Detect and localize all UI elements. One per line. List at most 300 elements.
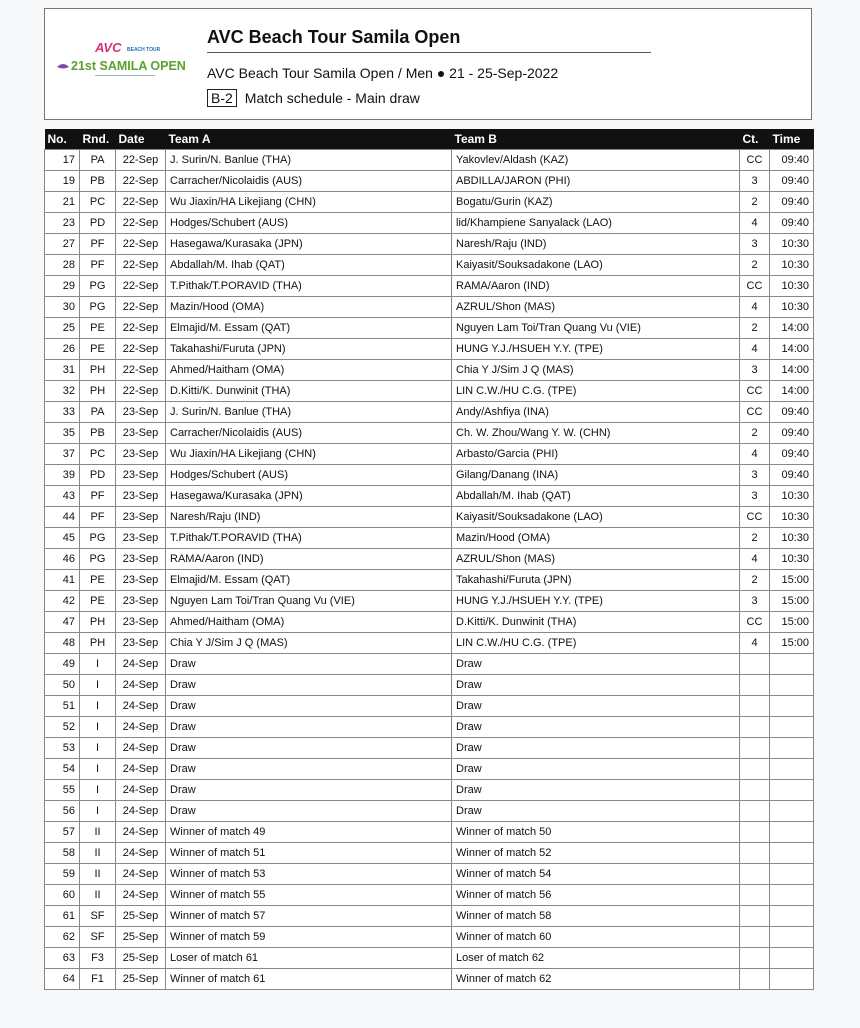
time-cell: [770, 969, 814, 990]
match-number-cell: 62: [45, 927, 80, 948]
match-number-cell: 28: [45, 255, 80, 276]
match-number-cell: 48: [45, 633, 80, 654]
round-cell: I: [80, 675, 116, 696]
round-cell: PD: [80, 213, 116, 234]
match-number-cell: 50: [45, 675, 80, 696]
round-cell: PB: [80, 423, 116, 444]
court-cell: [740, 969, 770, 990]
date-cell: 22-Sep: [116, 360, 166, 381]
team-b-cell: Gilang/Danang (INA): [452, 465, 740, 486]
court-cell: [740, 822, 770, 843]
round-cell: PG: [80, 528, 116, 549]
team-a-cell: Draw: [166, 654, 452, 675]
team-b-cell: Draw: [452, 780, 740, 801]
team-a-cell: Draw: [166, 675, 452, 696]
team-b-cell: D.Kitti/K. Dunwinit (THA): [452, 612, 740, 633]
table-row: [45, 570, 814, 591]
date-cell: 23-Sep: [116, 444, 166, 465]
team-b-cell: Winner of match 50: [452, 822, 740, 843]
team-b-cell: AZRUL/Shon (MAS): [452, 297, 740, 318]
match-number-cell: 26: [45, 339, 80, 360]
round-cell: I: [80, 759, 116, 780]
team-a-cell: RAMA/Aaron (IND): [166, 549, 452, 570]
court-cell: 4: [740, 633, 770, 654]
court-cell: [740, 885, 770, 906]
table-row: [45, 843, 814, 864]
team-a-cell: Elmajid/M. Essam (QAT): [166, 318, 452, 339]
round-cell: II: [80, 864, 116, 885]
time-cell: 09:40: [770, 171, 814, 192]
court-cell: 4: [740, 213, 770, 234]
date-cell: 24-Sep: [116, 759, 166, 780]
table-row: [45, 549, 814, 570]
date-cell: 24-Sep: [116, 822, 166, 843]
team-a-cell: Draw: [166, 696, 452, 717]
round-cell: PG: [80, 549, 116, 570]
match-schedule-table: [44, 129, 814, 990]
court-cell: 4: [740, 549, 770, 570]
team-b-cell: Winner of match 56: [452, 885, 740, 906]
event-logo: [55, 37, 195, 87]
court-cell: 2: [740, 255, 770, 276]
round-cell: PA: [80, 402, 116, 423]
table-row: [45, 402, 814, 423]
court-cell: 3: [740, 591, 770, 612]
time-cell: 10:30: [770, 276, 814, 297]
team-b-cell: Nguyen Lam Toi/Tran Quang Vu (VIE): [452, 318, 740, 339]
time-cell: [770, 885, 814, 906]
table-row: [45, 633, 814, 654]
logo-divider: [95, 75, 155, 76]
round-cell: F3: [80, 948, 116, 969]
date-cell: 22-Sep: [116, 381, 166, 402]
date-cell: 22-Sep: [116, 276, 166, 297]
team-b-cell: Naresh/Raju (IND): [452, 234, 740, 255]
time-cell: 10:30: [770, 297, 814, 318]
table-row: [45, 507, 814, 528]
time-cell: 14:00: [770, 318, 814, 339]
team-a-cell: Draw: [166, 759, 452, 780]
match-number-cell: 49: [45, 654, 80, 675]
table-row: [45, 780, 814, 801]
team-b-cell: Kaiyasit/Souksadakone (LAO): [452, 255, 740, 276]
team-a-cell: Hodges/Schubert (AUS): [166, 465, 452, 486]
time-cell: [770, 927, 814, 948]
time-cell: 09:40: [770, 444, 814, 465]
date-cell: 25-Sep: [116, 927, 166, 948]
match-number-cell: 45: [45, 528, 80, 549]
team-b-cell: Winner of match 52: [452, 843, 740, 864]
court-cell: CC: [740, 150, 770, 171]
team-a-cell: Winner of match 53: [166, 864, 452, 885]
match-number-cell: 19: [45, 171, 80, 192]
header-box: [44, 8, 812, 120]
team-a-cell: Winner of match 59: [166, 927, 452, 948]
table-row: [45, 234, 814, 255]
court-cell: 4: [740, 339, 770, 360]
court-cell: 3: [740, 486, 770, 507]
table-row: [45, 276, 814, 297]
team-b-cell: Andy/Ashfiya (INA): [452, 402, 740, 423]
match-number-cell: 61: [45, 906, 80, 927]
match-number-cell: 55: [45, 780, 80, 801]
match-number-cell: 46: [45, 549, 80, 570]
time-cell: [770, 675, 814, 696]
date-cell: 22-Sep: [116, 192, 166, 213]
team-b-cell: LIN C.W./HU C.G. (TPE): [452, 381, 740, 402]
round-cell: PE: [80, 339, 116, 360]
date-cell: 25-Sep: [116, 906, 166, 927]
court-cell: [740, 864, 770, 885]
team-a-cell: Wu Jiaxin/HA Likejiang (CHN): [166, 192, 452, 213]
court-cell: [740, 675, 770, 696]
court-cell: 3: [740, 234, 770, 255]
match-number-cell: 39: [45, 465, 80, 486]
match-number-cell: 56: [45, 801, 80, 822]
match-number-cell: 32: [45, 381, 80, 402]
time-cell: [770, 759, 814, 780]
date-cell: 24-Sep: [116, 843, 166, 864]
table-row: [45, 591, 814, 612]
team-b-cell: Winner of match 58: [452, 906, 740, 927]
court-cell: 2: [740, 318, 770, 339]
match-number-cell: 29: [45, 276, 80, 297]
time-cell: 09:40: [770, 213, 814, 234]
round-cell: SF: [80, 906, 116, 927]
match-number-cell: 21: [45, 192, 80, 213]
team-a-cell: Carracher/Nicolaidis (AUS): [166, 171, 452, 192]
match-number-cell: 31: [45, 360, 80, 381]
team-b-cell: Chia Y J/Sim J Q (MAS): [452, 360, 740, 381]
round-cell: PH: [80, 360, 116, 381]
team-a-cell: Winner of match 57: [166, 906, 452, 927]
table-row: [45, 801, 814, 822]
team-b-cell: Draw: [452, 654, 740, 675]
match-number-cell: 47: [45, 612, 80, 633]
team-a-cell: Winner of match 55: [166, 885, 452, 906]
team-b-cell: Abdallah/M. Ihab (QAT): [452, 486, 740, 507]
table-row: [45, 885, 814, 906]
round-cell: II: [80, 885, 116, 906]
table-row: [45, 864, 814, 885]
table-row: [45, 948, 814, 969]
date-cell: 22-Sep: [116, 255, 166, 276]
time-cell: 14:00: [770, 360, 814, 381]
team-a-cell: Ahmed/Haitham (OMA): [166, 360, 452, 381]
table-row: [45, 696, 814, 717]
time-cell: 10:30: [770, 486, 814, 507]
time-cell: 10:30: [770, 234, 814, 255]
match-number-cell: 35: [45, 423, 80, 444]
date-cell: 22-Sep: [116, 234, 166, 255]
round-cell: I: [80, 738, 116, 759]
time-cell: [770, 843, 814, 864]
team-a-cell: Chia Y J/Sim J Q (MAS): [166, 633, 452, 654]
table-header-row: [45, 129, 814, 150]
time-cell: 09:40: [770, 465, 814, 486]
date-cell: 23-Sep: [116, 486, 166, 507]
table-row: [45, 822, 814, 843]
team-a-cell: Winner of match 61: [166, 969, 452, 990]
court-cell: 3: [740, 465, 770, 486]
court-cell: [740, 927, 770, 948]
round-cell: SF: [80, 927, 116, 948]
date-cell: 23-Sep: [116, 549, 166, 570]
match-number-cell: 43: [45, 486, 80, 507]
column-header-time: Time: [770, 129, 814, 150]
time-cell: [770, 822, 814, 843]
team-a-cell: Draw: [166, 738, 452, 759]
date-cell: 24-Sep: [116, 696, 166, 717]
date-cell: 25-Sep: [116, 969, 166, 990]
team-a-cell: Ahmed/Haitham (OMA): [166, 612, 452, 633]
date-cell: 23-Sep: [116, 507, 166, 528]
time-cell: [770, 654, 814, 675]
table-row: [45, 423, 814, 444]
round-cell: PG: [80, 276, 116, 297]
court-cell: [740, 801, 770, 822]
time-cell: 14:00: [770, 339, 814, 360]
column-header-round: Rnd.: [80, 129, 116, 150]
court-cell: [740, 759, 770, 780]
time-cell: 15:00: [770, 591, 814, 612]
logo-tag: BEACH TOUR: [127, 47, 161, 53]
team-b-cell: AZRUL/Shon (MAS): [452, 549, 740, 570]
time-cell: 14:00: [770, 381, 814, 402]
round-cell: I: [80, 654, 116, 675]
round-cell: PG: [80, 297, 116, 318]
team-a-cell: Hasegawa/Kurasaka (JPN): [166, 234, 452, 255]
date-cell: 25-Sep: [116, 948, 166, 969]
team-b-cell: LIN C.W./HU C.G. (TPE): [452, 633, 740, 654]
team-b-cell: ABDILLA/JARON (PHI): [452, 171, 740, 192]
court-cell: 4: [740, 297, 770, 318]
table-body: [45, 150, 814, 990]
round-cell: PC: [80, 192, 116, 213]
team-b-cell: Draw: [452, 738, 740, 759]
table-row: [45, 486, 814, 507]
time-cell: [770, 948, 814, 969]
court-cell: CC: [740, 507, 770, 528]
court-cell: 2: [740, 528, 770, 549]
team-b-cell: Mazin/Hood (OMA): [452, 528, 740, 549]
team-a-cell: Draw: [166, 801, 452, 822]
table-row: [45, 528, 814, 549]
team-a-cell: Hasegawa/Kurasaka (JPN): [166, 486, 452, 507]
date-cell: 24-Sep: [116, 801, 166, 822]
time-cell: 09:40: [770, 402, 814, 423]
team-a-cell: T.Pithak/T.PORAVID (THA): [166, 528, 452, 549]
title-rule: [207, 52, 651, 53]
schedule-heading: [207, 89, 420, 107]
time-cell: [770, 738, 814, 759]
round-cell: PF: [80, 507, 116, 528]
team-b-cell: Draw: [452, 675, 740, 696]
team-a-cell: Wu Jiaxin/HA Likejiang (CHN): [166, 444, 452, 465]
date-cell: 23-Sep: [116, 612, 166, 633]
team-b-cell: Takahashi/Furuta (JPN): [452, 570, 740, 591]
court-cell: [740, 717, 770, 738]
column-header-date: Date: [116, 129, 166, 150]
round-cell: I: [80, 801, 116, 822]
date-cell: 23-Sep: [116, 591, 166, 612]
court-cell: [740, 738, 770, 759]
match-number-cell: 41: [45, 570, 80, 591]
court-cell: CC: [740, 402, 770, 423]
date-cell: 22-Sep: [116, 297, 166, 318]
match-number-cell: 17: [45, 150, 80, 171]
logo-brand: AVC: [95, 40, 122, 55]
date-cell: 22-Sep: [116, 213, 166, 234]
table-row: [45, 171, 814, 192]
table-row: [45, 318, 814, 339]
date-cell: 24-Sep: [116, 738, 166, 759]
court-cell: CC: [740, 381, 770, 402]
column-header-no: No.: [45, 129, 80, 150]
table-row: [45, 738, 814, 759]
team-a-cell: Draw: [166, 780, 452, 801]
team-a-cell: Elmajid/M. Essam (QAT): [166, 570, 452, 591]
time-cell: [770, 696, 814, 717]
round-cell: I: [80, 717, 116, 738]
match-number-cell: 53: [45, 738, 80, 759]
match-number-cell: 60: [45, 885, 80, 906]
court-cell: CC: [740, 276, 770, 297]
round-cell: PF: [80, 255, 116, 276]
table-row: [45, 339, 814, 360]
round-cell: PH: [80, 612, 116, 633]
round-cell: PC: [80, 444, 116, 465]
team-b-cell: Loser of match 62: [452, 948, 740, 969]
team-b-cell: HUNG Y.J./HSUEH Y.Y. (TPE): [452, 591, 740, 612]
match-number-cell: 25: [45, 318, 80, 339]
time-cell: 15:00: [770, 633, 814, 654]
table-row: [45, 969, 814, 990]
table-row: [45, 150, 814, 171]
team-b-cell: Draw: [452, 759, 740, 780]
round-cell: PH: [80, 381, 116, 402]
match-number-cell: 64: [45, 969, 80, 990]
team-a-cell: Naresh/Raju (IND): [166, 507, 452, 528]
event-subtitle: AVC Beach Tour Samila Open / Men ● 21 - 25-Sep-2022: [207, 65, 559, 81]
table-row: [45, 465, 814, 486]
column-header-court: Ct.: [740, 129, 770, 150]
match-number-cell: 23: [45, 213, 80, 234]
match-number-cell: 33: [45, 402, 80, 423]
date-cell: 23-Sep: [116, 465, 166, 486]
team-b-cell: Draw: [452, 801, 740, 822]
date-cell: 22-Sep: [116, 171, 166, 192]
round-cell: II: [80, 843, 116, 864]
court-cell: [740, 696, 770, 717]
time-cell: 09:40: [770, 150, 814, 171]
round-cell: PB: [80, 171, 116, 192]
round-cell: I: [80, 696, 116, 717]
table-row: [45, 612, 814, 633]
page-title: AVC Beach Tour Samila Open: [207, 27, 461, 47]
date-cell: 24-Sep: [116, 864, 166, 885]
logo-swoosh-icon: [57, 64, 69, 69]
team-b-cell: Winner of match 60: [452, 927, 740, 948]
team-b-cell: Kaiyasit/Souksadakone (LAO): [452, 507, 740, 528]
round-cell: PH: [80, 633, 116, 654]
round-cell: II: [80, 822, 116, 843]
team-a-cell: Abdallah/M. Ihab (QAT): [166, 255, 452, 276]
time-cell: [770, 780, 814, 801]
date-cell: 22-Sep: [116, 318, 166, 339]
table-row: [45, 675, 814, 696]
time-cell: [770, 717, 814, 738]
court-cell: [740, 843, 770, 864]
court-cell: [740, 948, 770, 969]
table-row: [45, 444, 814, 465]
round-cell: PE: [80, 318, 116, 339]
column-header-team-a: Team A: [166, 129, 452, 150]
team-b-cell: Winner of match 62: [452, 969, 740, 990]
court-cell: 2: [740, 570, 770, 591]
team-a-cell: Draw: [166, 717, 452, 738]
date-cell: 23-Sep: [116, 570, 166, 591]
time-cell: 10:30: [770, 549, 814, 570]
match-number-cell: 30: [45, 297, 80, 318]
table-row: [45, 759, 814, 780]
match-number-cell: 37: [45, 444, 80, 465]
team-a-cell: T.Pithak/T.PORAVID (THA): [166, 276, 452, 297]
time-cell: 09:40: [770, 192, 814, 213]
court-cell: CC: [740, 612, 770, 633]
round-cell: PF: [80, 234, 116, 255]
team-b-cell: lid/Khampiene Sanyalack (LAO): [452, 213, 740, 234]
round-cell: PD: [80, 465, 116, 486]
date-cell: 24-Sep: [116, 717, 166, 738]
match-number-cell: 54: [45, 759, 80, 780]
court-cell: 4: [740, 444, 770, 465]
date-cell: 24-Sep: [116, 885, 166, 906]
date-cell: 24-Sep: [116, 675, 166, 696]
round-cell: PE: [80, 591, 116, 612]
table-row: [45, 717, 814, 738]
schedule-label: Match schedule - Main draw: [244, 90, 420, 106]
team-b-cell: Draw: [452, 717, 740, 738]
match-number-cell: 63: [45, 948, 80, 969]
table-row: [45, 906, 814, 927]
match-number-cell: 27: [45, 234, 80, 255]
match-number-cell: 51: [45, 696, 80, 717]
team-b-cell: Winner of match 54: [452, 864, 740, 885]
table-row: [45, 381, 814, 402]
time-cell: 10:30: [770, 507, 814, 528]
court-cell: 2: [740, 192, 770, 213]
team-b-cell: Ch. W. Zhou/Wang Y. W. (CHN): [452, 423, 740, 444]
round-cell: F1: [80, 969, 116, 990]
team-b-cell: HUNG Y.J./HSUEH Y.Y. (TPE): [452, 339, 740, 360]
date-cell: 23-Sep: [116, 402, 166, 423]
team-a-cell: Loser of match 61: [166, 948, 452, 969]
team-a-cell: Takahashi/Furuta (JPN): [166, 339, 452, 360]
table-row: [45, 192, 814, 213]
table-row: [45, 213, 814, 234]
team-a-cell: Hodges/Schubert (AUS): [166, 213, 452, 234]
match-number-cell: 58: [45, 843, 80, 864]
match-number-cell: 42: [45, 591, 80, 612]
column-header-team-b: Team B: [452, 129, 740, 150]
team-a-cell: J. Surin/N. Banlue (THA): [166, 402, 452, 423]
team-a-cell: Mazin/Hood (OMA): [166, 297, 452, 318]
court-cell: [740, 906, 770, 927]
team-b-cell: Bogatu/Gurin (KAZ): [452, 192, 740, 213]
team-b-cell: Yakovlev/Aldash (KAZ): [452, 150, 740, 171]
table-row: [45, 927, 814, 948]
